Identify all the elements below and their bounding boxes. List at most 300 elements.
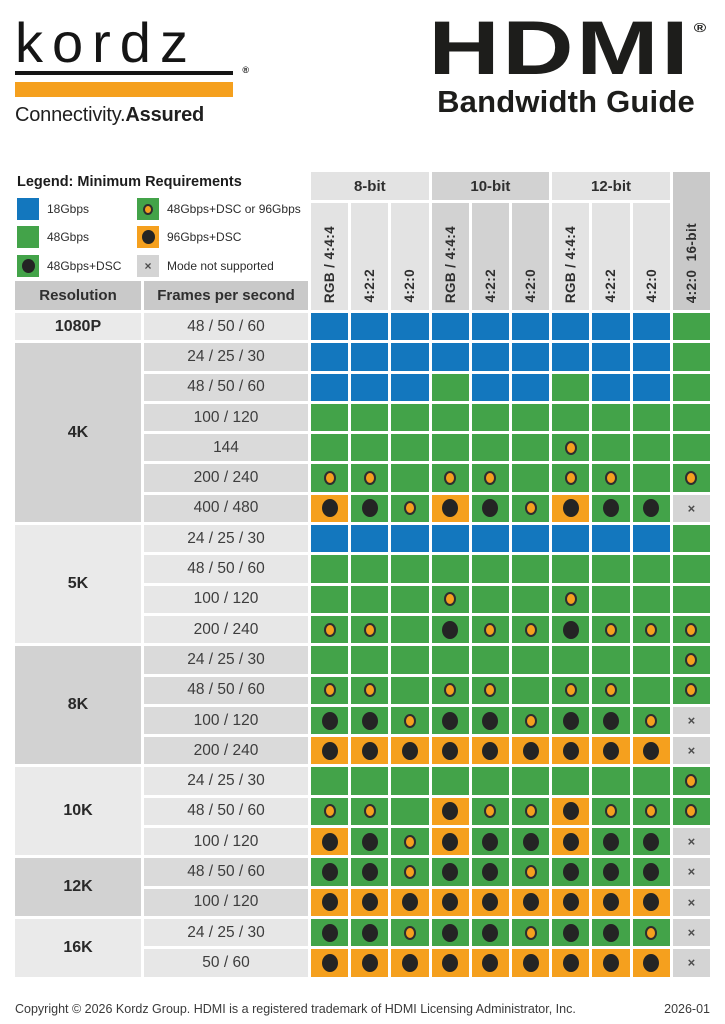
cell-48gbps bbox=[391, 555, 428, 582]
cell-48gbps-dsc-or-96gbps bbox=[351, 616, 388, 643]
cell-48gbps-dsc-or-96gbps bbox=[552, 586, 589, 613]
black-dot-icon bbox=[603, 924, 619, 942]
fps-cell: 24 / 25 / 30 bbox=[144, 919, 308, 946]
black-dot-icon bbox=[442, 924, 458, 942]
cell-96gbps-dsc bbox=[633, 737, 670, 764]
cell-96gbps-dsc bbox=[472, 949, 509, 976]
cell-48gbps bbox=[512, 434, 549, 461]
orange-dot-icon bbox=[605, 623, 617, 637]
cell-48gbps-dsc-or-96gbps bbox=[552, 464, 589, 491]
resolution-cell: 4K bbox=[15, 343, 141, 522]
cell-48gbps bbox=[552, 404, 589, 431]
cell-48gbps-dsc bbox=[592, 858, 629, 885]
cell-18gbps bbox=[391, 374, 428, 401]
cell-48gbps-dsc-or-96gbps bbox=[592, 798, 629, 825]
cell-48gbps bbox=[391, 464, 428, 491]
orange-dot-icon bbox=[143, 204, 153, 215]
black-dot-icon bbox=[563, 893, 579, 911]
cell-48gbps-dsc-or-96gbps bbox=[391, 919, 428, 946]
cell-48gbps-dsc bbox=[592, 919, 629, 946]
chroma-header bbox=[512, 203, 549, 310]
black-dot-icon bbox=[523, 954, 539, 972]
cell-48gbps bbox=[592, 434, 629, 461]
cell-48gbps-dsc-or-96gbps bbox=[633, 919, 670, 946]
cell-48gbps bbox=[673, 404, 710, 431]
footer bbox=[15, 1002, 710, 1016]
chroma-header bbox=[391, 203, 428, 310]
hdmi-registered-mark: ® bbox=[693, 20, 707, 35]
cell-48gbps-dsc bbox=[592, 495, 629, 522]
orange-dot-icon bbox=[685, 804, 697, 818]
legend-swatch bbox=[17, 226, 39, 248]
orange-dot-icon bbox=[525, 714, 537, 728]
cell-18gbps bbox=[472, 343, 509, 370]
cell-96gbps-dsc bbox=[592, 889, 629, 916]
cell-18gbps bbox=[633, 374, 670, 401]
black-dot-icon bbox=[442, 621, 458, 639]
cell-96gbps-dsc bbox=[633, 949, 670, 976]
cell-96gbps-dsc bbox=[432, 889, 469, 916]
cell-not-supported: × bbox=[673, 889, 710, 916]
cell-48gbps bbox=[432, 434, 469, 461]
black-dot-icon bbox=[603, 954, 619, 972]
cell-48gbps bbox=[512, 586, 549, 613]
cell-48gbps bbox=[351, 404, 388, 431]
cell-48gbps-dsc-or-96gbps bbox=[311, 616, 348, 643]
legend-item bbox=[137, 197, 308, 221]
black-dot-icon bbox=[523, 893, 539, 911]
orange-dot-icon bbox=[324, 804, 336, 818]
cell-18gbps bbox=[512, 313, 549, 340]
cell-48gbps-dsc-or-96gbps bbox=[311, 798, 348, 825]
cell-48gbps-dsc bbox=[351, 495, 388, 522]
orange-dot-icon bbox=[525, 926, 537, 940]
cell-48gbps bbox=[472, 767, 509, 794]
hdmi-logo bbox=[422, 6, 710, 120]
cell-96gbps-dsc bbox=[311, 495, 348, 522]
cell-48gbps-dsc-or-96gbps bbox=[592, 464, 629, 491]
black-dot-icon bbox=[482, 499, 498, 517]
orange-dot-icon bbox=[444, 471, 456, 485]
cell-48gbps-dsc-or-96gbps bbox=[673, 464, 710, 491]
legend-item bbox=[17, 197, 137, 221]
fps-header: Frames per second bbox=[144, 281, 308, 310]
orange-dot-icon bbox=[685, 623, 697, 637]
cell-48gbps-dsc bbox=[311, 919, 348, 946]
cell-48gbps bbox=[552, 767, 589, 794]
cell-48gbps-dsc bbox=[432, 707, 469, 734]
orange-dot-icon bbox=[484, 683, 496, 697]
cell-18gbps bbox=[512, 525, 549, 552]
cell-48gbps-dsc bbox=[311, 707, 348, 734]
cell-48gbps bbox=[633, 586, 670, 613]
cell-48gbps bbox=[311, 404, 348, 431]
fps-cell: 50 / 60 bbox=[144, 949, 308, 976]
cell-18gbps bbox=[592, 343, 629, 370]
footer-copyright: Copyright © 2026 Kordz Group. HDMI is a registered trademark of HDMI Licensing Administrator, Inc. bbox=[15, 1001, 576, 1016]
black-dot-icon bbox=[523, 742, 539, 760]
fps-cell: 100 / 120 bbox=[144, 586, 308, 613]
cell-48gbps-dsc bbox=[432, 858, 469, 885]
cell-48gbps-dsc bbox=[512, 828, 549, 855]
legend-swatch bbox=[137, 226, 159, 248]
cell-96gbps-dsc bbox=[311, 949, 348, 976]
black-dot-icon bbox=[482, 712, 498, 730]
black-dot-icon bbox=[482, 863, 498, 881]
cell-48gbps bbox=[351, 434, 388, 461]
black-dot-icon bbox=[322, 924, 338, 942]
orange-dot-icon bbox=[605, 804, 617, 818]
cell-48gbps bbox=[673, 434, 710, 461]
cell-18gbps bbox=[311, 343, 348, 370]
fps-cell: 24 / 25 / 30 bbox=[144, 525, 308, 552]
orange-dot-icon bbox=[364, 683, 376, 697]
cell-48gbps bbox=[592, 767, 629, 794]
cell-48gbps bbox=[552, 555, 589, 582]
orange-dot-icon bbox=[404, 835, 416, 849]
kordz-wordmark bbox=[15, 11, 249, 75]
black-dot-icon bbox=[362, 833, 378, 851]
orange-dot-icon bbox=[645, 926, 657, 940]
cell-18gbps bbox=[351, 343, 388, 370]
cell-48gbps-dsc-or-96gbps bbox=[552, 677, 589, 704]
cell-48gbps-dsc bbox=[311, 858, 348, 885]
cell-96gbps-dsc bbox=[592, 949, 629, 976]
cell-48gbps bbox=[512, 404, 549, 431]
orange-dot-icon bbox=[565, 592, 577, 606]
cell-48gbps-dsc bbox=[592, 828, 629, 855]
cell-96gbps-dsc bbox=[311, 889, 348, 916]
cell-96gbps-dsc bbox=[552, 737, 589, 764]
cell-48gbps bbox=[633, 434, 670, 461]
cell-96gbps-dsc bbox=[391, 737, 428, 764]
cell-48gbps bbox=[512, 767, 549, 794]
orange-dot-icon bbox=[525, 804, 537, 818]
page-title: Bandwidth Guide bbox=[437, 84, 695, 120]
cell-18gbps bbox=[633, 343, 670, 370]
cell-96gbps-dsc bbox=[432, 495, 469, 522]
bit-depth-header: 8-bit bbox=[311, 172, 429, 200]
orange-dot-icon bbox=[444, 683, 456, 697]
black-dot-icon bbox=[442, 712, 458, 730]
cell-48gbps bbox=[432, 555, 469, 582]
cell-18gbps bbox=[633, 313, 670, 340]
cell-not-supported: × bbox=[673, 828, 710, 855]
orange-dot-icon bbox=[685, 471, 697, 485]
black-dot-icon bbox=[563, 742, 579, 760]
cell-not-supported: × bbox=[673, 919, 710, 946]
cell-18gbps bbox=[552, 343, 589, 370]
orange-dot-icon bbox=[484, 471, 496, 485]
black-dot-icon bbox=[643, 833, 659, 851]
orange-dot-icon bbox=[565, 441, 577, 455]
black-dot-icon bbox=[322, 712, 338, 730]
cell-48gbps bbox=[633, 464, 670, 491]
cell-48gbps-dsc-or-96gbps bbox=[351, 464, 388, 491]
chroma-header-label: 4:2:2 bbox=[482, 269, 498, 303]
cell-18gbps bbox=[391, 343, 428, 370]
chroma-header-label: 4:2:0 bbox=[523, 269, 539, 303]
orange-dot-icon bbox=[645, 623, 657, 637]
black-dot-icon bbox=[362, 499, 378, 517]
cell-48gbps bbox=[311, 434, 348, 461]
cell-48gbps-dsc-or-96gbps bbox=[592, 616, 629, 643]
hdmi-wordmark bbox=[379, 6, 725, 91]
cell-48gbps-dsc bbox=[552, 858, 589, 885]
cell-48gbps-dsc bbox=[552, 616, 589, 643]
resolution-cell: 1080P bbox=[15, 313, 141, 340]
resolution-cell: 12K bbox=[15, 858, 141, 916]
cell-48gbps-dsc-or-96gbps bbox=[673, 616, 710, 643]
cell-48gbps-dsc bbox=[472, 858, 509, 885]
cell-18gbps bbox=[512, 343, 549, 370]
fps-cell: 48 / 50 / 60 bbox=[144, 858, 308, 885]
cell-48gbps-dsc-or-96gbps bbox=[512, 707, 549, 734]
cell-48gbps bbox=[633, 646, 670, 673]
cell-96gbps-dsc bbox=[351, 949, 388, 976]
orange-dot-icon bbox=[324, 683, 336, 697]
fps-cell: 100 / 120 bbox=[144, 404, 308, 431]
tagline-regular: Connectivity. bbox=[15, 103, 126, 126]
cell-48gbps-dsc bbox=[432, 616, 469, 643]
cell-48gbps-dsc bbox=[633, 495, 670, 522]
chroma-header-label: 4:2:0 bbox=[402, 269, 418, 303]
cell-48gbps bbox=[311, 646, 348, 673]
legend-label: 18Gbps bbox=[47, 202, 90, 217]
kordz-tagline bbox=[15, 104, 233, 127]
cell-18gbps bbox=[432, 313, 469, 340]
cell-48gbps bbox=[391, 616, 428, 643]
orange-dot-icon bbox=[364, 804, 376, 818]
cell-48gbps-dsc-or-96gbps bbox=[432, 677, 469, 704]
chroma-header bbox=[432, 203, 469, 310]
cell-48gbps bbox=[432, 374, 469, 401]
fps-cell: 400 / 480 bbox=[144, 495, 308, 522]
black-dot-icon bbox=[482, 924, 498, 942]
cell-18gbps bbox=[391, 525, 428, 552]
black-dot-icon bbox=[563, 802, 579, 820]
cell-48gbps-dsc-or-96gbps bbox=[512, 798, 549, 825]
black-dot-icon bbox=[603, 833, 619, 851]
cell-48gbps-dsc-or-96gbps bbox=[633, 707, 670, 734]
fps-cell: 48 / 50 / 60 bbox=[144, 677, 308, 704]
legend-item bbox=[137, 225, 308, 249]
orange-dot-icon bbox=[404, 714, 416, 728]
cell-not-supported: × bbox=[673, 707, 710, 734]
legend-item bbox=[137, 254, 308, 278]
cell-48gbps bbox=[311, 767, 348, 794]
cell-18gbps bbox=[432, 343, 469, 370]
cell-96gbps-dsc bbox=[512, 949, 549, 976]
legend-label: 48Gbps+DSC or 96Gbps bbox=[167, 202, 301, 217]
cell-48gbps bbox=[472, 646, 509, 673]
chroma-header bbox=[633, 203, 670, 310]
cell-96gbps-dsc bbox=[472, 737, 509, 764]
cell-96gbps-dsc bbox=[552, 949, 589, 976]
cell-18gbps bbox=[472, 313, 509, 340]
chroma-header bbox=[472, 203, 509, 310]
cell-48gbps bbox=[552, 646, 589, 673]
legend-label: 48Gbps+DSC bbox=[47, 258, 122, 273]
masthead bbox=[15, 6, 710, 134]
cell-18gbps bbox=[311, 313, 348, 340]
cell-18gbps bbox=[592, 313, 629, 340]
legend-swatch bbox=[17, 198, 39, 220]
cell-48gbps-dsc-or-96gbps bbox=[391, 495, 428, 522]
fps-cell: 24 / 25 / 30 bbox=[144, 767, 308, 794]
column-16bit-label: 4:2:0 16-bit bbox=[683, 222, 699, 303]
legend-items bbox=[17, 197, 308, 278]
black-dot-icon bbox=[322, 742, 338, 760]
black-dot-icon bbox=[643, 499, 659, 517]
legend-swatch bbox=[137, 198, 159, 220]
black-dot-icon bbox=[362, 954, 378, 972]
orange-dot-icon bbox=[324, 623, 336, 637]
orange-dot-icon bbox=[645, 714, 657, 728]
black-dot-icon bbox=[603, 742, 619, 760]
black-dot-icon bbox=[362, 893, 378, 911]
orange-dot-icon bbox=[484, 804, 496, 818]
cell-96gbps-dsc bbox=[472, 889, 509, 916]
black-dot-icon bbox=[563, 833, 579, 851]
cell-48gbps-dsc bbox=[592, 707, 629, 734]
resolution-cell: 10K bbox=[15, 767, 141, 855]
cell-48gbps bbox=[633, 677, 670, 704]
cell-96gbps-dsc bbox=[552, 828, 589, 855]
resolution-cell: 5K bbox=[15, 525, 141, 643]
cell-48gbps-dsc-or-96gbps bbox=[633, 616, 670, 643]
cell-48gbps bbox=[351, 767, 388, 794]
orange-dot-icon bbox=[364, 623, 376, 637]
cell-18gbps bbox=[512, 374, 549, 401]
legend-label: Mode not supported bbox=[167, 258, 274, 273]
black-dot-icon bbox=[442, 863, 458, 881]
black-dot-icon bbox=[643, 954, 659, 972]
cell-48gbps bbox=[391, 586, 428, 613]
chroma-header bbox=[552, 203, 589, 310]
legend-label: 48Gbps bbox=[47, 230, 90, 245]
kordz-logo bbox=[15, 11, 249, 127]
black-dot-icon bbox=[643, 893, 659, 911]
black-dot-icon bbox=[563, 621, 579, 639]
black-dot-icon bbox=[603, 499, 619, 517]
cell-96gbps-dsc bbox=[552, 798, 589, 825]
cell-48gbps bbox=[512, 464, 549, 491]
fps-cell: 24 / 25 / 30 bbox=[144, 343, 308, 370]
cell-48gbps bbox=[311, 586, 348, 613]
cell-48gbps-dsc-or-96gbps bbox=[311, 677, 348, 704]
cell-48gbps bbox=[673, 313, 710, 340]
cell-48gbps bbox=[592, 586, 629, 613]
cell-48gbps-dsc-or-96gbps bbox=[512, 858, 549, 885]
cell-48gbps-dsc-or-96gbps bbox=[391, 707, 428, 734]
cell-48gbps-dsc-or-96gbps bbox=[472, 798, 509, 825]
cell-48gbps bbox=[673, 525, 710, 552]
black-dot-icon bbox=[442, 802, 458, 820]
cell-48gbps bbox=[351, 555, 388, 582]
black-dot-icon bbox=[563, 712, 579, 730]
black-dot-icon bbox=[142, 230, 155, 244]
cell-96gbps-dsc bbox=[432, 949, 469, 976]
cell-48gbps bbox=[351, 646, 388, 673]
orange-dot-icon bbox=[565, 683, 577, 697]
black-dot-icon bbox=[563, 954, 579, 972]
cell-48gbps-dsc-or-96gbps bbox=[512, 495, 549, 522]
fps-cell: 48 / 50 / 60 bbox=[144, 313, 308, 340]
black-dot-icon bbox=[482, 742, 498, 760]
cell-48gbps-dsc bbox=[633, 858, 670, 885]
fps-cell: 200 / 240 bbox=[144, 616, 308, 643]
orange-dot-icon bbox=[605, 683, 617, 697]
black-dot-icon bbox=[442, 833, 458, 851]
black-dot-icon bbox=[643, 863, 659, 881]
cell-18gbps bbox=[552, 313, 589, 340]
cell-96gbps-dsc bbox=[432, 798, 469, 825]
fps-cell: 24 / 25 / 30 bbox=[144, 646, 308, 673]
cell-48gbps-dsc bbox=[351, 828, 388, 855]
cell-96gbps-dsc bbox=[391, 889, 428, 916]
resolution-cell: 16K bbox=[15, 919, 141, 977]
orange-dot-icon bbox=[605, 471, 617, 485]
cell-48gbps bbox=[472, 555, 509, 582]
cell-48gbps bbox=[673, 555, 710, 582]
cell-96gbps-dsc bbox=[351, 737, 388, 764]
fps-cell: 48 / 50 / 60 bbox=[144, 798, 308, 825]
cell-48gbps bbox=[351, 586, 388, 613]
cell-not-supported: × bbox=[673, 858, 710, 885]
cell-48gbps-dsc-or-96gbps bbox=[391, 858, 428, 885]
cell-96gbps-dsc bbox=[311, 828, 348, 855]
cell-48gbps bbox=[673, 343, 710, 370]
orange-dot-icon bbox=[444, 592, 456, 606]
legend-item bbox=[17, 254, 137, 278]
orange-dot-icon bbox=[645, 804, 657, 818]
cell-48gbps bbox=[512, 555, 549, 582]
cell-not-supported: × bbox=[673, 949, 710, 976]
orange-dot-icon bbox=[685, 683, 697, 697]
cell-48gbps-dsc-or-96gbps bbox=[592, 677, 629, 704]
cell-48gbps-dsc-or-96gbps bbox=[673, 646, 710, 673]
cell-48gbps bbox=[633, 767, 670, 794]
column-16bit-header bbox=[673, 172, 710, 310]
cell-96gbps-dsc bbox=[351, 889, 388, 916]
black-dot-icon bbox=[442, 954, 458, 972]
cell-48gbps-dsc-or-96gbps bbox=[472, 464, 509, 491]
cell-96gbps-dsc bbox=[432, 828, 469, 855]
cell-96gbps-dsc bbox=[552, 495, 589, 522]
cell-48gbps bbox=[391, 767, 428, 794]
cell-48gbps-dsc bbox=[351, 858, 388, 885]
legend-swatch bbox=[17, 255, 39, 277]
fps-cell: 144 bbox=[144, 434, 308, 461]
cell-not-supported: × bbox=[673, 495, 710, 522]
legend-swatch: × bbox=[137, 255, 159, 277]
black-dot-icon bbox=[482, 833, 498, 851]
black-dot-icon bbox=[322, 954, 338, 972]
cell-48gbps-dsc bbox=[432, 919, 469, 946]
cell-96gbps-dsc bbox=[432, 737, 469, 764]
black-dot-icon bbox=[563, 924, 579, 942]
black-dot-icon bbox=[563, 863, 579, 881]
cell-48gbps bbox=[391, 677, 428, 704]
cell-18gbps bbox=[311, 374, 348, 401]
cell-48gbps-dsc bbox=[472, 707, 509, 734]
cell-18gbps bbox=[432, 525, 469, 552]
black-dot-icon bbox=[362, 712, 378, 730]
cell-48gbps bbox=[432, 404, 469, 431]
chroma-header-label: RGB / 4:4:4 bbox=[322, 225, 338, 303]
cell-48gbps bbox=[391, 404, 428, 431]
